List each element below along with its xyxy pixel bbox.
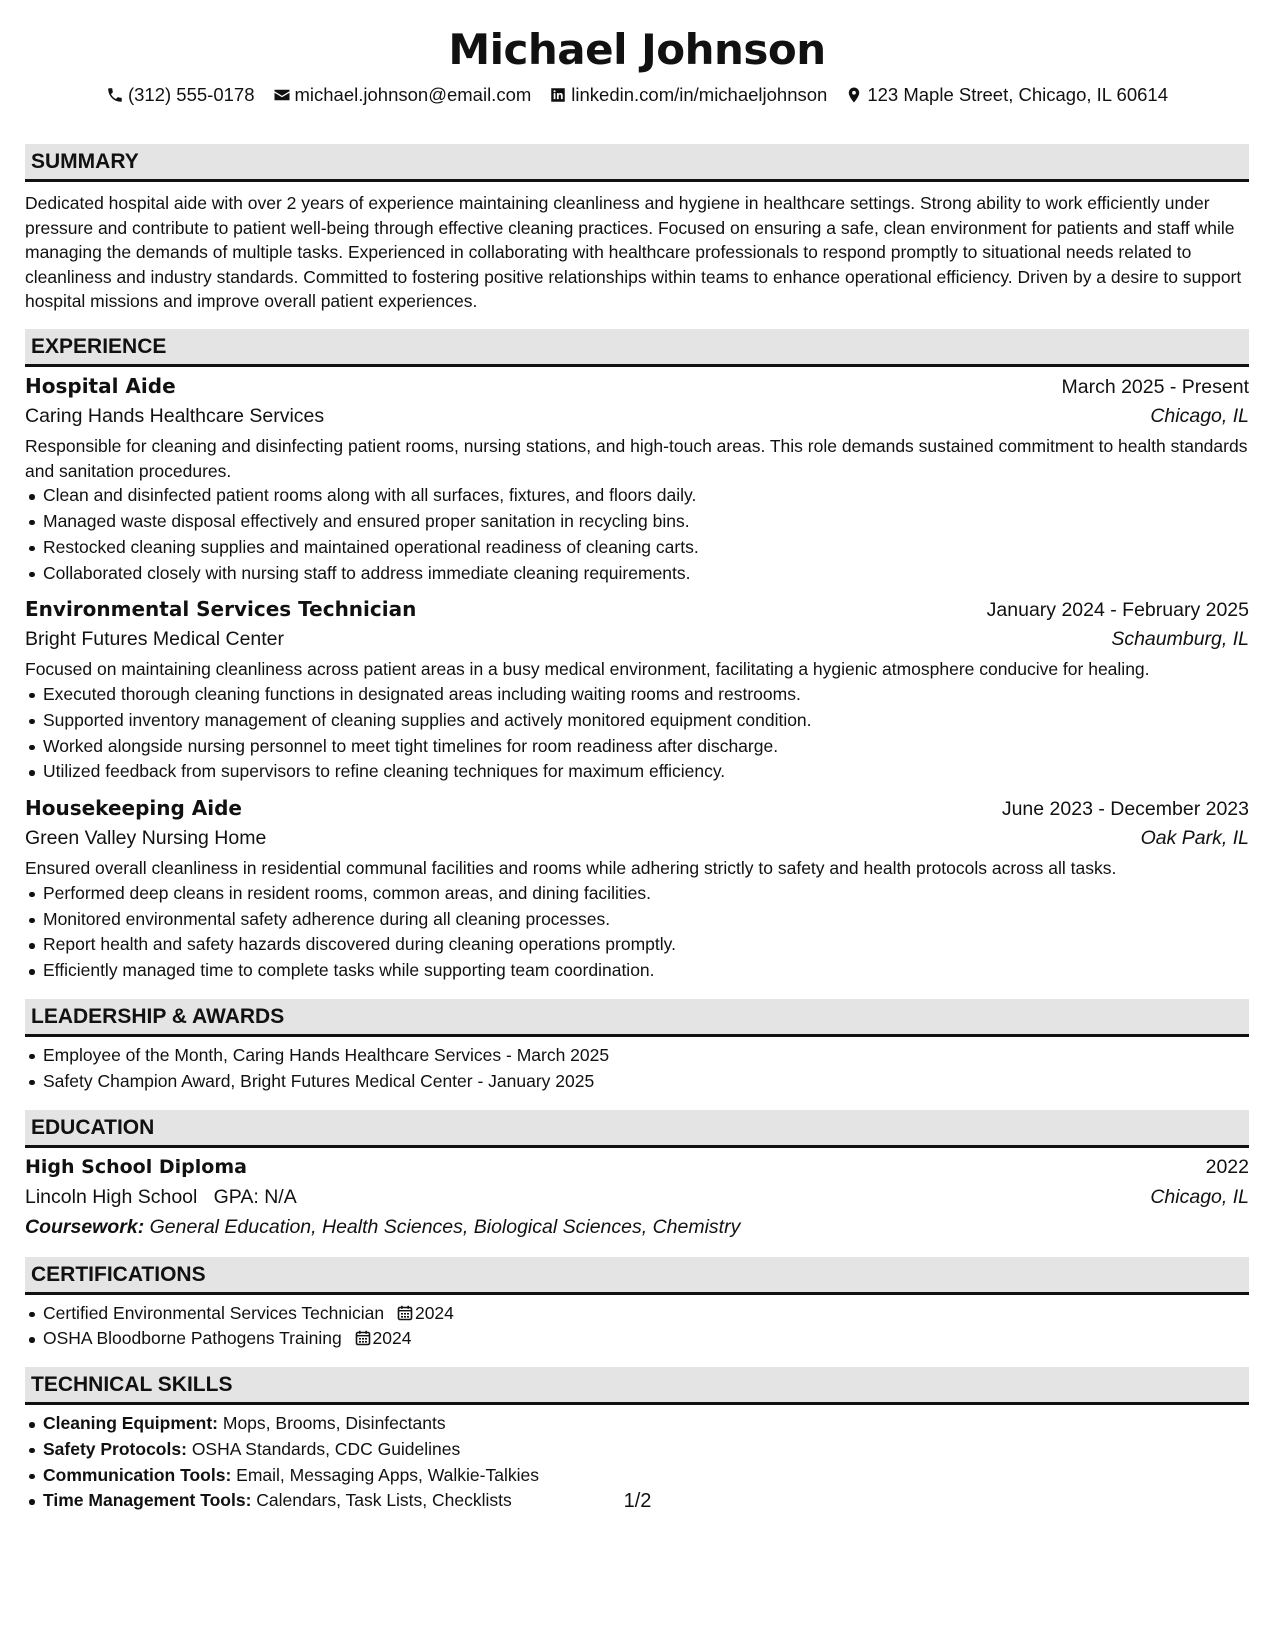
education-entry bbox=[25, 1152, 1249, 1242]
phone-icon bbox=[106, 86, 124, 104]
list-item bbox=[43, 1437, 1249, 1463]
list-item: Managed waste disposal effectively and ensured proper sanitation in recycling bins. bbox=[43, 509, 1249, 535]
contact-linkedin bbox=[549, 82, 827, 108]
list-item bbox=[43, 1301, 1249, 1327]
job-company: Bright Futures Medical Center bbox=[25, 628, 285, 651]
address-text: 123 Maple Street, Chicago, IL 60614 bbox=[867, 84, 1168, 105]
cert-year: 2024 bbox=[372, 1328, 412, 1349]
list-item bbox=[43, 1463, 1249, 1489]
skill-value: OSHA Standards, CDC Guidelines bbox=[191, 1438, 461, 1459]
experience-heading: EXPERIENCE bbox=[25, 329, 1249, 367]
awards-list bbox=[25, 1043, 1249, 1095]
list-item: Collaborated closely with nursing staff to address immediate cleaning requirements. bbox=[43, 561, 1249, 587]
certifications-list bbox=[25, 1301, 1249, 1353]
job-dates: January 2024 - February 2025 bbox=[986, 599, 1249, 622]
coursework-label: Coursework: bbox=[25, 1215, 145, 1238]
list-item: Monitored environmental safety adherence during all cleaning processes. bbox=[43, 907, 1249, 933]
skills-heading: TECHNICAL SKILLS bbox=[25, 1367, 1249, 1405]
summary-heading: SUMMARY bbox=[25, 144, 1249, 182]
list-item: Safety Champion Award, Bright Futures Medical Center - January 2025 bbox=[43, 1069, 1249, 1095]
job-title: Hospital Aide bbox=[25, 373, 176, 398]
job-bullets bbox=[25, 682, 1249, 785]
cert-name: Certified Environmental Services Technician bbox=[43, 1302, 385, 1323]
job-title: Housekeeping Aide bbox=[25, 796, 242, 821]
certifications-heading: CERTIFICATIONS bbox=[25, 1257, 1249, 1295]
job-description: Ensured overall cleanliness in residential communal facilities and rooms while adhering strictly to safety and health protocols across all tasks. bbox=[25, 858, 1117, 879]
list-item: Performed deep cleans in resident rooms, common areas, and dining facilities. bbox=[43, 881, 1249, 907]
cert-year: 2024 bbox=[414, 1302, 454, 1323]
list-item: Supported inventory management of cleaning supplies and actively monitored equipment condition. bbox=[43, 708, 1249, 734]
job-location: Schaumburg, IL bbox=[1111, 628, 1249, 651]
job-entry bbox=[25, 594, 1249, 785]
degree-title: High School Diploma bbox=[25, 1155, 247, 1178]
skill-label: Cleaning Equipment: bbox=[43, 1413, 218, 1434]
skill-value: Mops, Brooms, Disinfectants bbox=[222, 1413, 446, 1434]
list-item: Utilized feedback from supervisors to refine cleaning techniques for maximum efficiency. bbox=[43, 759, 1249, 785]
job-description: Responsible for cleaning and disinfecting patient rooms, nursing stations, and high-touch areas. This role demands sustained commitment to health standards and sanitation procedures. bbox=[25, 435, 1248, 481]
job-bullets bbox=[25, 881, 1249, 984]
list-item: Executed thorough cleaning functions in designated areas including waiting rooms and restrooms. bbox=[43, 682, 1249, 708]
linkedin-url[interactable]: linkedin.com/in/michaeljohnson bbox=[571, 84, 828, 105]
job-entry bbox=[25, 371, 1249, 586]
calendar-icon bbox=[355, 1330, 371, 1346]
graduation-year: 2022 bbox=[1205, 1155, 1249, 1178]
job-company: Caring Hands Healthcare Services bbox=[25, 404, 325, 427]
awards-heading: LEADERSHIP & AWARDS bbox=[25, 999, 1249, 1037]
contact-address bbox=[845, 82, 1168, 108]
job-location: Oak Park, IL bbox=[1140, 827, 1249, 850]
contact-phone bbox=[106, 82, 255, 108]
list-item: Efficiently managed time to complete tasks while supporting team coordination. bbox=[43, 958, 1249, 984]
skill-label: Communication Tools: bbox=[43, 1464, 232, 1485]
cert-name: OSHA Bloodborne Pathogens Training bbox=[43, 1328, 342, 1349]
phone-number[interactable]: (312) 555-0178 bbox=[127, 84, 255, 105]
coursework bbox=[25, 1212, 1249, 1242]
list-item: Worked alongside nursing personnel to meet tight timelines for room readiness after discharge. bbox=[43, 734, 1249, 760]
location-icon bbox=[845, 86, 863, 104]
coursework-list: General Education, Health Sciences, Biological Sciences, Chemistry bbox=[149, 1215, 741, 1238]
school-name: Lincoln High School bbox=[25, 1185, 198, 1208]
job-title: Environmental Services Technician bbox=[25, 597, 417, 622]
job-dates: March 2025 - Present bbox=[1061, 375, 1249, 398]
page-number: 1/2 bbox=[623, 1490, 652, 1512]
list-item: Report health and safety hazards discovered during cleaning operations promptly. bbox=[43, 932, 1249, 958]
gpa: GPA: N/A bbox=[213, 1185, 297, 1208]
resume-page bbox=[25, 0, 1249, 1514]
contact-email bbox=[273, 82, 532, 108]
list-item bbox=[43, 1326, 1249, 1352]
skill-label: Time Management Tools: bbox=[43, 1490, 252, 1511]
list-item: Employee of the Month, Caring Hands Healthcare Services - March 2025 bbox=[43, 1043, 1249, 1069]
linkedin-icon bbox=[549, 86, 567, 104]
school-info bbox=[25, 1182, 297, 1212]
skill-value: Email, Messaging Apps, Walkie-Talkies bbox=[236, 1464, 539, 1485]
school-location: Chicago, IL bbox=[1150, 1185, 1249, 1208]
candidate-name: Michael Johnson bbox=[448, 25, 826, 74]
list-item: Restocked cleaning supplies and maintained operational readiness of cleaning carts. bbox=[43, 535, 1249, 561]
summary-text: Dedicated hospital aide with over 2 years of experience maintaining cleanliness and hygiene in healthcare settings. Strong ability to work efficiently under pressure and contribute to patient well-being through effective cleaning practices. Focused on ensuring a safe, clean environment for patients and staff while managing the demands of multiple tasks. Experienced in collaborating with healthcare professionals to respond promptly to situational needs related to cleanliness and industry standards. Committed to fostering positive relationships within teams to enhance operational efficiency. Driven by a desire to support hospital missions and improve overall patient experiences. bbox=[25, 193, 1242, 312]
list-item bbox=[43, 1411, 1249, 1437]
list-item: Clean and disinfected patient rooms along with all surfaces, fixtures, and floors daily. bbox=[43, 483, 1249, 509]
email-address[interactable]: michael.johnson@email.com bbox=[294, 84, 532, 105]
email-icon bbox=[273, 86, 291, 104]
job-dates: June 2023 - December 2023 bbox=[1001, 798, 1249, 821]
education-heading: EDUCATION bbox=[25, 1110, 1249, 1148]
skill-label: Safety Protocols: bbox=[43, 1438, 187, 1459]
job-company: Green Valley Nursing Home bbox=[25, 827, 267, 850]
calendar-icon bbox=[397, 1305, 413, 1321]
job-description: Focused on maintaining cleanliness across patient areas in a busy medical environment, facilitating a hygienic atmosphere conducive for healing. bbox=[25, 659, 1150, 680]
skill-value: Calendars, Task Lists, Checklists bbox=[256, 1490, 512, 1511]
job-location: Chicago, IL bbox=[1150, 404, 1249, 427]
contact-bar bbox=[25, 82, 1249, 108]
job-bullets bbox=[25, 483, 1249, 586]
job-entry bbox=[25, 793, 1249, 984]
